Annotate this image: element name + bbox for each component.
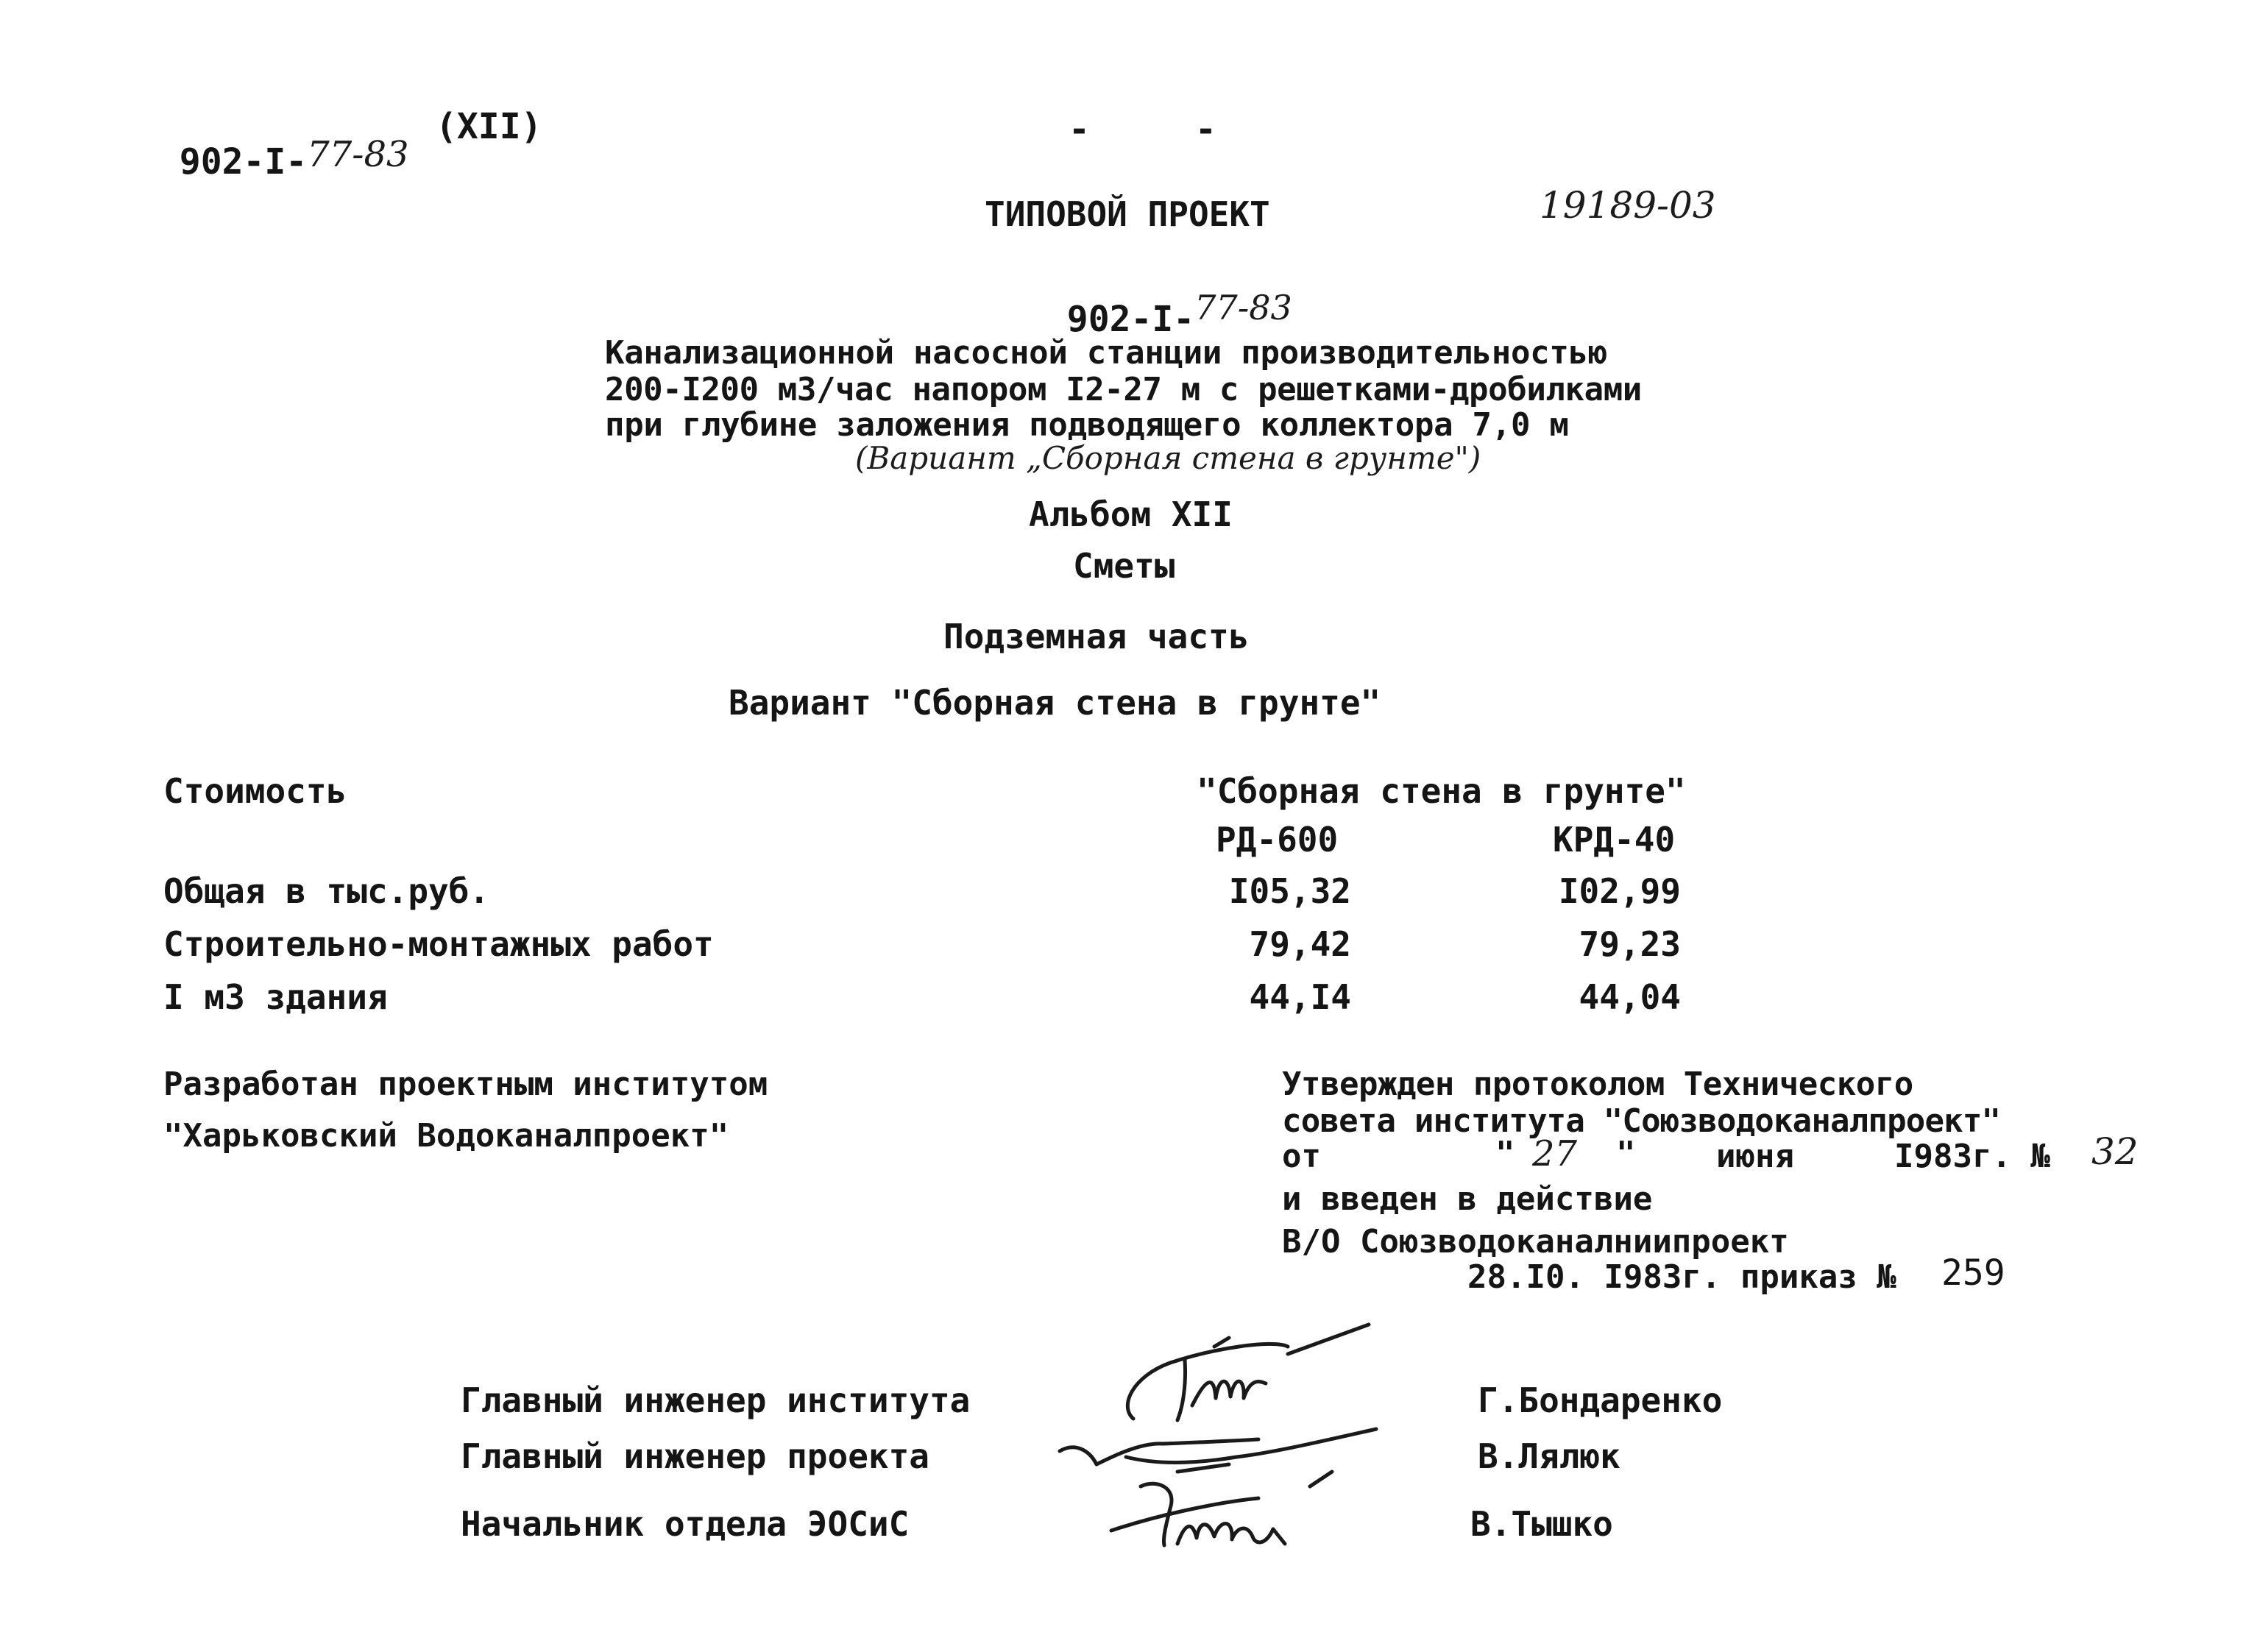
approval-day-quote-close: " xyxy=(1616,1135,1636,1172)
cost-table-row-label: Строительно-монтажных работ xyxy=(163,924,714,964)
approval-day: 27 xyxy=(1532,1133,1578,1174)
cost-table-cell: 44,I4 xyxy=(1249,977,1351,1017)
cost-table-cell: 79,23 xyxy=(1579,924,1681,964)
album-variant: Вариант "Сборная стена в грунте" xyxy=(729,683,1381,723)
cost-table-cell: 79,42 xyxy=(1249,924,1351,964)
header-dash-left: - xyxy=(1069,109,1090,150)
signature-name: В.Лялюк xyxy=(1478,1436,1620,1476)
project-number xyxy=(1024,266,1292,340)
cost-table-row-label: Общая в тыс.руб. xyxy=(163,871,490,911)
approval-line-2: совета института "Союзводоканалпроект" xyxy=(1282,1102,2001,1140)
approval-order-number: 259 xyxy=(1941,1252,2005,1294)
approval-from-label: от xyxy=(1282,1138,1321,1175)
header-dash-right: - xyxy=(1195,109,1216,150)
cost-table-header-label: Стоимость xyxy=(163,771,347,811)
registration-number: 19189-03 xyxy=(1540,184,1716,227)
cost-table-cell: I05,32 xyxy=(1228,871,1351,911)
approval-year-label: I983г. № xyxy=(1894,1138,2050,1175)
signature-role: Начальник отдела ЭОСиС xyxy=(461,1504,910,1544)
cost-table-cell: I02,99 xyxy=(1558,871,1681,911)
project-number-printed: 902-I- xyxy=(1066,299,1195,340)
signature-role: Главный инженер проекта xyxy=(461,1436,929,1476)
handwritten-signature-3 xyxy=(1089,1457,1369,1567)
approval-line-1: Утвержден протоколом Технического xyxy=(1282,1066,1913,1103)
signature-name: Г.Бондаренко xyxy=(1478,1380,1723,1420)
document-code-handwritten: 77-83 xyxy=(307,134,409,175)
description-line-2: 200-I200 м3/час напором I2-27 м с решетками-дробилками xyxy=(605,371,1642,408)
album-part: Подземная часть xyxy=(943,617,1250,656)
approval-line-4: и введен в действие xyxy=(1282,1180,1653,1218)
cost-table-column-header: РД-600 xyxy=(1216,820,1339,859)
document-code-printed: 902-I- xyxy=(179,141,308,182)
cost-table-cell: 44,04 xyxy=(1579,977,1681,1017)
approval-line-5: В/О Союзводоканалниипроект xyxy=(1282,1223,1789,1261)
approval-day-quote-open: " xyxy=(1495,1135,1515,1172)
document-code xyxy=(137,109,409,180)
developer-line-1: Разработан проектным институтом xyxy=(163,1066,768,1103)
album-subtitle: Сметы xyxy=(1073,546,1175,586)
approval-month: июня xyxy=(1716,1138,1794,1175)
signature-name: В.Тышко xyxy=(1470,1504,1613,1544)
album-label: Альбом XII xyxy=(1029,494,1233,534)
developer-line-2: "Харьковский Водоканалпроект" xyxy=(163,1117,729,1155)
approval-protocol-number: 32 xyxy=(2091,1130,2139,1173)
description-handwritten-note: (Вариант „Сборная стена в грунте") xyxy=(855,440,1481,476)
description-line-1: Канализационной насосной станции производительностью xyxy=(605,334,1607,372)
description-line-3: при глубине заложения подводящего коллектора 7,0 м xyxy=(605,406,1569,444)
cost-table-row-label: I м3 здания xyxy=(163,977,388,1017)
cost-table-group-header: "Сборная стена в грунте" xyxy=(1197,771,1686,811)
project-number-handwritten: 77-83 xyxy=(1194,288,1292,327)
signature-role: Главный инженер института xyxy=(461,1380,971,1420)
album-code: (XII) xyxy=(436,106,542,147)
cost-table-column-header: КРД-40 xyxy=(1553,820,1676,859)
project-type-title: ТИПОВОЙ ПРОЕКТ xyxy=(985,194,1270,234)
approval-order-date: 28.I0. I983г. приказ № xyxy=(1467,1258,1896,1296)
